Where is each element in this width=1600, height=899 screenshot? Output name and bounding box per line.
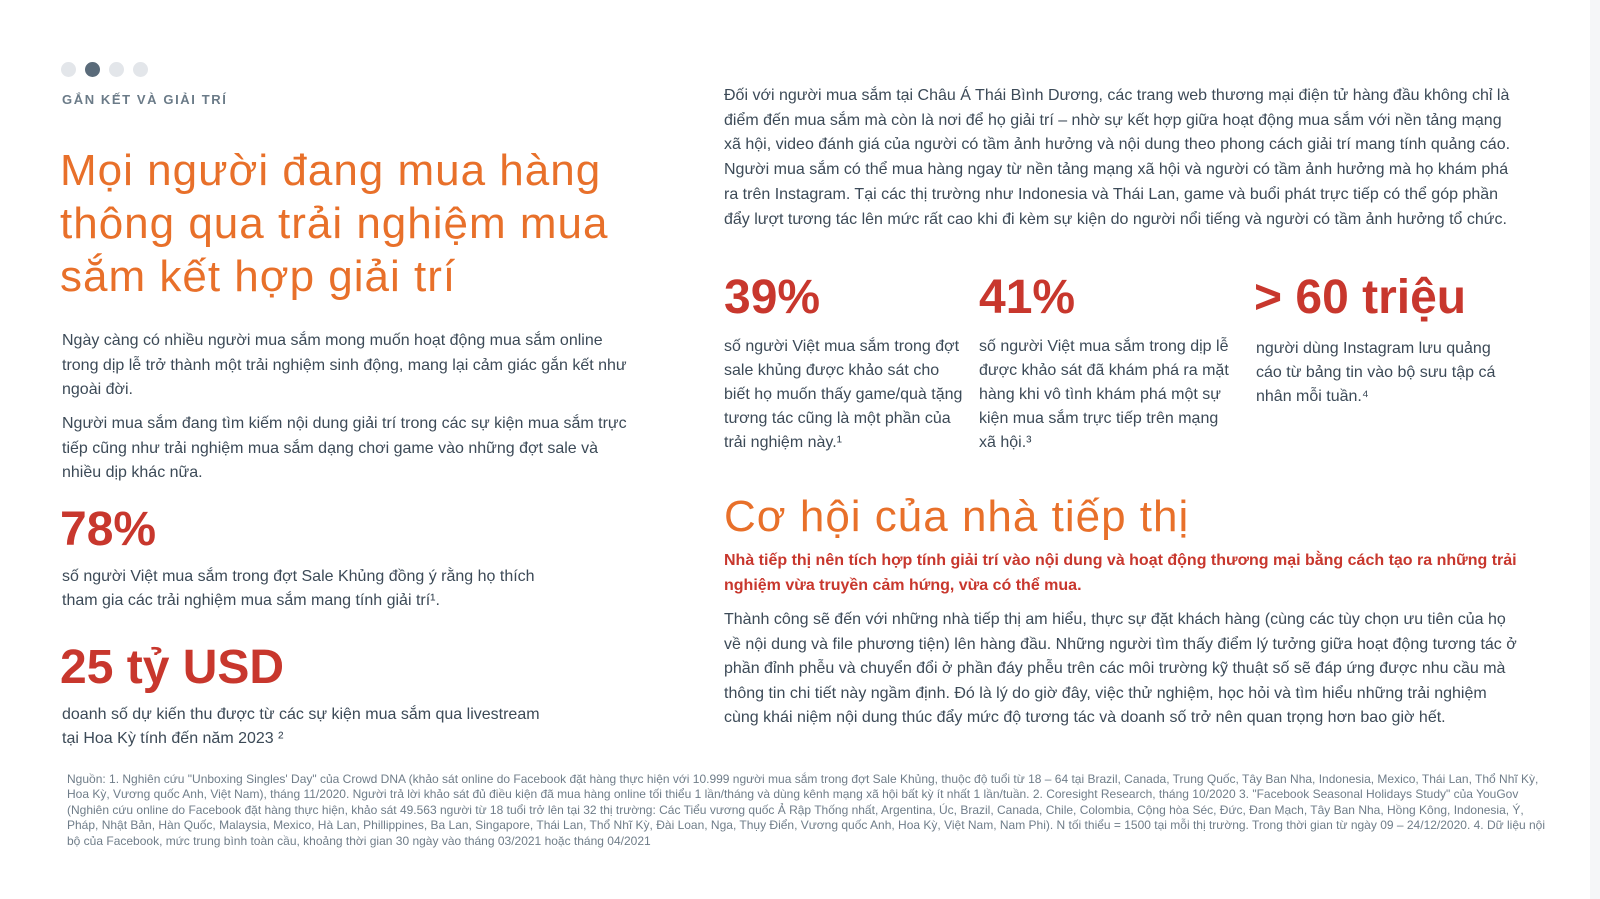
section-label: GẮN KẾT VÀ GIẢI TRÍ	[62, 92, 228, 107]
page-dot-3[interactable]	[109, 62, 124, 77]
opportunity-lead: Nhà tiếp thị nên tích hợp tính giải trí vào nội dung và hoạt động thương mại bằng cách tạo ra những trải nghiệm vừa truyền cảm hứng, vừa có thể mua.	[724, 552, 1517, 594]
page-title: Mọi người đang mua hàng thông qua trải nghiệm mua sắm kết hợp giải trí	[60, 146, 609, 301]
intro-paragraph-1: Ngày càng có nhiều người mua sắm mong muốn hoạt động mua sắm online trong dịp lễ trở thành một trải nghiệm sinh động, mang lại cảm giác gắn kết như ngoài đời.	[62, 332, 627, 398]
stat-value-60m: > 60 triệu	[1254, 271, 1467, 324]
stat-desc-41: số người Việt mua sắm trong dịp lễ được khảo sát đã khám phá ra mặt hàng khi vô tình khám phá một sự kiện mua sắm trực tiếp trên mạng xã hội.³	[979, 338, 1229, 451]
stat-desc-78: số người Việt mua sắm trong đợt Sale Khủng đồng ý rằng họ thích tham gia các trải nghiệm mua sắm mang tính giải trí¹.	[62, 568, 535, 609]
page-dot-4[interactable]	[133, 62, 148, 77]
opportunity-body: Thành công sẽ đến với những nhà tiếp thị am hiểu, thực sự đặt khách hàng (cùng các tùy chọn ưu tiên của họ về nội dung và file phương tiện) lên hàng đầu. Những người tìm thấy điểm lý tưởng giữa hoạt động tương tác ở phần đỉnh phễu và chuyển đổi ở phần đáy phễu trên các môi trường kỹ thuật số sẽ đáp ứng được nhu cầu mà thông tin chi tiết này ngầm định. Đó là lý do giờ đây, việc thử nghiệm, học hỏi và tìm hiểu những trải nghiệm cùng khái niệm nội dung thúc đẩy mức độ tương tác và doanh số trở nên quan trọng hơn bao giờ hết.	[724, 611, 1517, 727]
stat-value-25b: 25 tỷ USD	[60, 641, 285, 694]
page-dot-2-active[interactable]	[85, 62, 100, 77]
stat-desc-60m: người dùng Instagram lưu quảng cáo từ bảng tin vào bộ sưu tập cá nhân mỗi tuần.⁴	[1256, 340, 1496, 405]
opportunity-title: Cơ hội của nhà tiếp thị	[724, 492, 1190, 541]
page-dot-1[interactable]	[61, 62, 76, 77]
stat-value-41: 41%	[979, 271, 1076, 324]
stat-value-39: 39%	[724, 271, 821, 324]
right-intro-paragraph: Đối với người mua sắm tại Châu Á Thái Bình Dương, các trang web thương mại điện tử hàng đầu không chỉ là điểm đến mua sắm mà còn là nơi để họ giải trí – nhờ sự kết hợp giữa hoạt động mua sắm với nền tảng mạng xã hội, video đánh giá của người có tầm ảnh hưởng và nội dung theo phong cách giải trí mang tính quảng cáo. Người mua sắm có thể mua hàng ngay từ nền tảng mạng xã hội và người có tầm ảnh hưởng mà họ khám phá ra trên Instagram. Tại các thị trường như Indonesia và Thái Lan, game và buổi phát trực tiếp có thể góp phần đẩy lượt tương tác lên mức rất cao khi đi kèm sự kiện do người nổi tiếng và người có tầm ảnh hưởng tổ chức.	[724, 87, 1511, 228]
stat-desc-25b: doanh số dự kiến thu được từ các sự kiện mua sắm qua livestream tại Hoa Kỳ tính đến năm 2023 ²	[62, 706, 540, 747]
page-indicator	[61, 62, 148, 77]
intro-paragraph-2: Người mua sắm đang tìm kiếm nội dung giải trí trong các sự kiện mua sắm trực tiếp cũng như trải nghiệm mua sắm dạng chơi game vào những đợt sale và nhiều dịp khác nữa.	[62, 415, 627, 481]
stat-value-78: 78%	[60, 503, 157, 556]
source-footnote: Nguồn: 1. Nghiên cứu "Unboxing Singles' Day" của Crowd DNA (khảo sát online do Facebook đặt hàng thực hiện với 10.999 người mua sắm trong đợt Sale Khủng, thuộc độ tuổi từ 18 – 64 tại Brazil, Canada, Trung Quốc, Tây Ban Nha, Indonesia, Mexico, Thái Lan, Thổ Nhĩ Kỳ, Hoa Kỳ, Vương quốc Anh, Việt Nam), tháng 11/2020. Người trả lời khảo sát đủ điều kiện đã mua hàng online tối thiểu 1 lần/tháng và dùng kênh mạng xã hội bất kỳ ít nhất 1 lần/tuần. 2. Coresight Research, tháng 10/2020 3. "Facebook Seasonal Holidays Study" của YouGov (Nghiên cứu online do Facebook đặt hàng thực hiện, khảo sát 49.563 người từ 18 tuổi trở lên tại 32 thị trường: Các Tiểu vương quốc Ả Rập Thống nhất, Argentina, Úc, Brazil, Canada, Chile, Colombia, Cộng hòa Séc, Đức, Đan Mạch, Tây Ban Nha, Hồng Kông, Indonesia, Ý, Pháp, Nhật Bản, Hàn Quốc, Malaysia, Mexico, Hà Lan, Phillippines, Ba Lan, Singapore, Thái Lan, Thổ Nhĩ Kỳ, Đài Loan, Nga, Thụy Điển, Vương quốc Anh, Hoa Kỳ, Việt Nam, Nam Phi). N tối thiểu = 1500 tại mỗi thị trường. Trong thời gian từ ngày 09 – 24/12/2020. 4. Dữ liệu nội bộ của Facebook, mức trung bình toàn cầu, khoảng thời gian 30 ngày vào tháng 03/2021 hoặc tháng 04/2021	[67, 772, 1546, 848]
page-edge	[1590, 0, 1600, 899]
stat-desc-39: số người Việt mua sắm trong đợt sale khủng được khảo sát cho biết họ muốn thấy game/quà tặng tương tác cũng là một phần của trải nghiệm này.¹	[724, 338, 963, 451]
